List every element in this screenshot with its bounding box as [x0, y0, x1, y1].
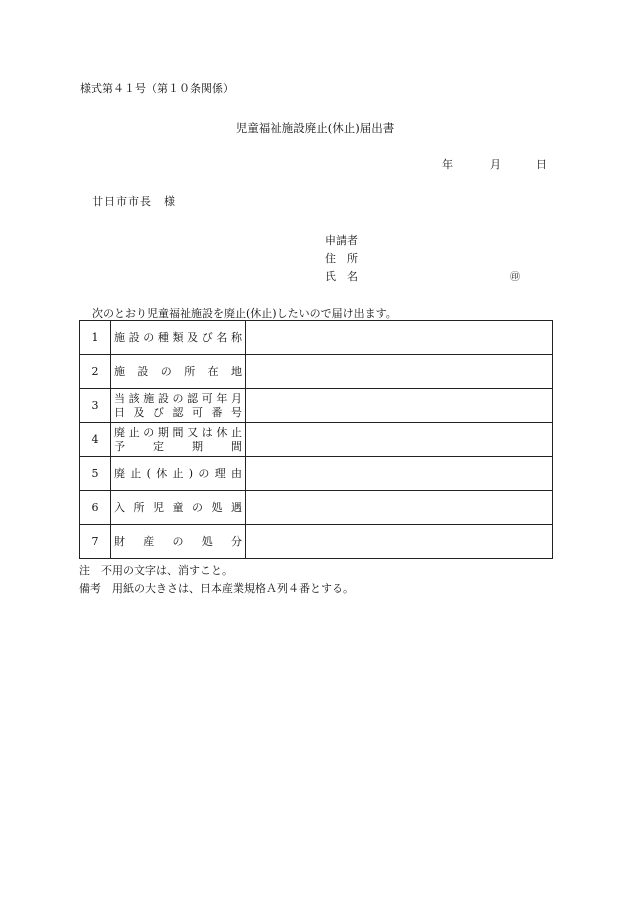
row-label [111, 457, 246, 491]
applicant-label: 申請者 [325, 234, 358, 247]
date-month: 月 [490, 158, 501, 171]
row-value-field[interactable] [246, 491, 553, 525]
table-row [80, 423, 553, 457]
table-row [80, 491, 553, 525]
row-value-field[interactable] [246, 321, 553, 355]
row-label [111, 355, 246, 389]
date-year: 年 [442, 158, 453, 171]
row-value-field[interactable] [246, 525, 553, 559]
row-label-line: 廃止(休止)の理由 [114, 466, 242, 480]
row-label-line: 入所児童の処遇 [114, 500, 242, 514]
row-number: 2 [80, 355, 111, 389]
note-paper-size: 備考 用紙の大きさは、日本産業規格Ａ列４番とする。 [79, 582, 354, 595]
row-label [111, 321, 246, 355]
addressee: 廿日市市長 様 [92, 195, 176, 208]
table-row [80, 389, 553, 423]
row-number: 3 [80, 389, 111, 423]
row-label-line: 施設の所在地 [114, 364, 242, 378]
row-value-field[interactable] [246, 457, 553, 491]
row-label [111, 423, 246, 457]
row-label-line: 予定期間 [114, 439, 242, 453]
row-label-line: 廃止の期間又は休止 [114, 425, 242, 439]
row-value-field[interactable] [246, 389, 553, 423]
note-unused-text: 注 不用の文字は、消すこと。 [79, 564, 233, 577]
name-label: 氏 名 [325, 270, 358, 283]
document-title: 児童福祉施設廃止(休止)届出書 [235, 121, 395, 135]
row-number: 1 [80, 321, 111, 355]
intro-text: 次のとおり児童福祉施設を廃止(休止)したいので届け出ます。 [92, 307, 397, 320]
row-number: 7 [80, 525, 111, 559]
row-label-line: 財産の処分 [114, 534, 242, 548]
row-label [111, 525, 246, 559]
row-label-line: 日及び認可番号 [114, 405, 242, 419]
row-label [111, 389, 246, 423]
date-day: 日 [536, 158, 547, 171]
row-label [111, 491, 246, 525]
row-value-field[interactable] [246, 423, 553, 457]
address-label: 住 所 [325, 252, 358, 265]
form-number: 様式第４１号（第１０条関係） [80, 82, 234, 95]
row-label-line: 当該施設の認可年月 [114, 391, 242, 405]
table-row [80, 355, 553, 389]
row-number: 6 [80, 491, 111, 525]
date-line [442, 156, 547, 172]
row-value-field[interactable] [246, 355, 553, 389]
seal-icon: ㊞ [510, 272, 520, 283]
table-row [80, 525, 553, 559]
table-row [80, 457, 553, 491]
row-label-line: 施設の種類及び名称 [114, 330, 242, 344]
items-table [79, 320, 553, 559]
row-number: 4 [80, 423, 111, 457]
row-number: 5 [80, 457, 111, 491]
table-row [80, 321, 553, 355]
